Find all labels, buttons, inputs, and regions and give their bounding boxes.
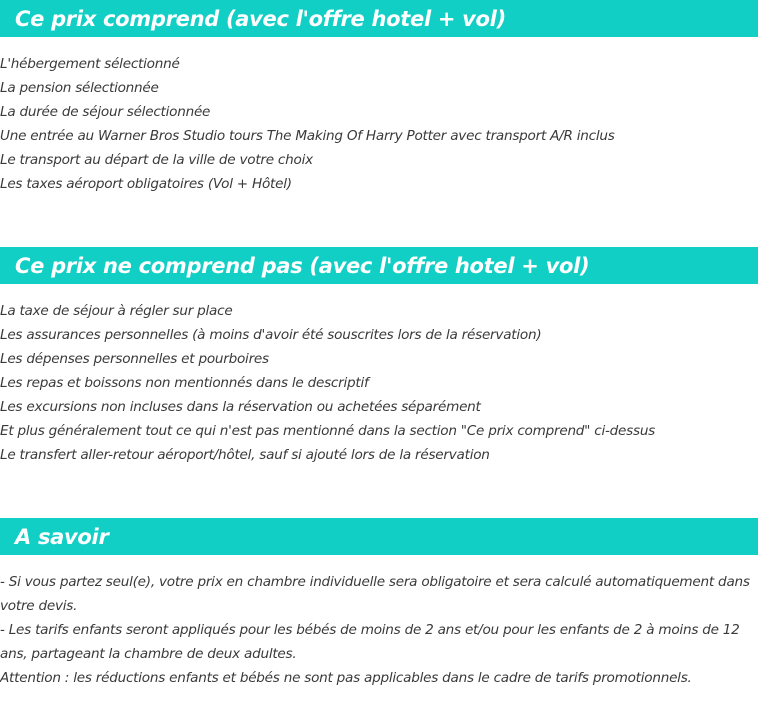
included-section — [0, 0, 758, 192]
list-item: Les repas et boissons non mentionnés dans le descriptif — [0, 375, 369, 391]
good-to-know-section-title: A savoir — [15, 524, 109, 549]
not-included-section-header — [0, 247, 758, 284]
list-item: Une entrée au Warner Bros Studio tours The Making Of Harry Potter avec transport A/R inclus — [0, 128, 615, 144]
good-to-know-section — [0, 518, 758, 686]
list-item: Les taxes aéroport obligatoires (Vol + Hôtel) — [0, 176, 292, 192]
info-paragraph: - Si vous partez seul(e), votre prix en chambre individuelle sera obligatoire et sera calculé automatiquement dans votre devis. — [0, 574, 750, 614]
list-item: La durée de séjour sélectionnée — [0, 104, 211, 120]
good-to-know-section-header — [0, 518, 758, 555]
list-item: Et plus généralement tout ce qui n'est pas mentionné dans la section "Ce prix comprend" ci-dessus — [0, 423, 656, 439]
list-item: Les excursions non incluses dans la réservation ou achetées séparément — [0, 399, 481, 415]
good-to-know-body — [0, 570, 752, 690]
list-item: Les dépenses personnelles et pourboires — [0, 351, 269, 367]
list-item: L'hébergement sélectionné — [0, 56, 180, 72]
info-paragraph: - Les tarifs enfants seront appliqués pour les bébés de moins de 2 ans et/ou pour les enfants de 2 à moins de 12 ans, partageant la chambre de deux adultes. — [0, 622, 740, 662]
list-item: Le transport au départ de la ville de votre choix — [0, 152, 313, 168]
not-included-section — [0, 247, 758, 463]
info-paragraph: Attention : les réductions enfants et bébés ne sont pas applicables dans le cadre de tarifs promotionnels. — [0, 670, 692, 686]
included-list — [0, 52, 615, 196]
included-section-header — [0, 0, 758, 37]
list-item: La taxe de séjour à régler sur place — [0, 303, 233, 319]
list-item: La pension sélectionnée — [0, 80, 159, 96]
not-included-list — [0, 299, 655, 467]
not-included-section-title: Ce prix ne comprend pas (avec l'offre hotel + vol) — [15, 253, 590, 278]
included-section-title: Ce prix comprend (avec l'offre hotel + vol) — [15, 6, 506, 31]
list-item: Le transfert aller-retour aéroport/hôtel, sauf si ajouté lors de la réservation — [0, 447, 490, 463]
list-item: Les assurances personnelles (à moins d'avoir été souscrites lors de la réservation) — [0, 327, 542, 343]
